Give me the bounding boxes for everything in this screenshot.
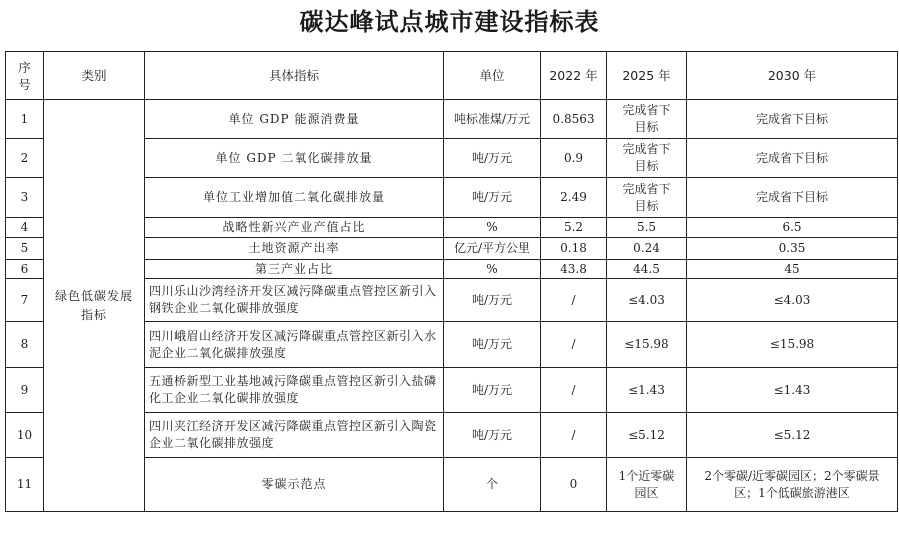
unit-cell: 吨/万元 — [444, 279, 541, 322]
row-number: 2 — [6, 139, 44, 178]
value-2030: 6.5 — [687, 218, 898, 238]
unit-cell: 吨标准煤/万元 — [444, 100, 541, 139]
unit-cell: % — [444, 218, 541, 238]
row-number: 7 — [6, 279, 44, 322]
value-2022: 0.9 — [541, 139, 607, 178]
indicator-cell: 四川乐山沙湾经济开发区减污降碳重点管控区新引入钢铁企业二氧化碳排放强度 — [145, 279, 444, 322]
value-2022: 0 — [541, 458, 607, 512]
value-2030: ≤1.43 — [687, 368, 898, 413]
value-2030: 2个零碳/近零碳园区；2个零碳景区；1个低碳旅游港区 — [687, 458, 898, 512]
row-number: 6 — [6, 260, 44, 279]
category-cell: 绿色低碳发展指标 — [44, 100, 145, 512]
value-2030: 完成省下目标 — [687, 100, 898, 139]
indicator-cell: 单位 GDP 能源消费量 — [145, 100, 444, 139]
unit-cell: 吨/万元 — [444, 139, 541, 178]
unit-cell: 吨/万元 — [444, 413, 541, 458]
value-2022: 5.2 — [541, 218, 607, 238]
value-2030: 完成省下目标 — [687, 178, 898, 218]
header-2022: 2022 年 — [541, 52, 607, 100]
row-number: 5 — [6, 238, 44, 260]
value-2030: 完成省下目标 — [687, 139, 898, 178]
indicator-cell: 单位工业增加值二氧化碳排放量 — [145, 178, 444, 218]
value-2022: 0.8563 — [541, 100, 607, 139]
row-number: 4 — [6, 218, 44, 238]
unit-cell: 个 — [444, 458, 541, 512]
indicator-cell: 四川夹江经济开发区减污降碳重点管控区新引入陶瓷企业二氧化碳排放强度 — [145, 413, 444, 458]
row-number: 8 — [6, 322, 44, 368]
indicator-cell: 零碳示范点 — [145, 458, 444, 512]
value-2022: / — [541, 368, 607, 413]
header-2025: 2025 年 — [607, 52, 687, 100]
row-number: 3 — [6, 178, 44, 218]
page-title: 碳达峰试点城市建设指标表 — [299, 8, 600, 36]
value-2030: 45 — [687, 260, 898, 279]
indicator-cell: 土地资源产出率 — [145, 238, 444, 260]
indicator-cell: 五通桥新型工业基地减污降碳重点管控区新引入盐磷化工企业二氧化碳排放强度 — [145, 368, 444, 413]
row-number: 1 — [6, 100, 44, 139]
header-unit: 单位 — [444, 52, 541, 100]
unit-cell: 吨/万元 — [444, 322, 541, 368]
indicator-cell: 战略性新兴产业产值占比 — [145, 218, 444, 238]
header-no: 序号 — [6, 52, 44, 100]
row-number: 10 — [6, 413, 44, 458]
value-2022: / — [541, 322, 607, 368]
value-2030: 0.35 — [687, 238, 898, 260]
unit-cell: 吨/万元 — [444, 178, 541, 218]
indicator-table — [5, 51, 898, 512]
indicator-cell: 单位 GDP 二氧化碳排放量 — [145, 139, 444, 178]
value-2025: 5.5 — [607, 218, 687, 238]
value-2025: ≤5.12 — [607, 413, 687, 458]
unit-cell: 吨/万元 — [444, 368, 541, 413]
indicator-cell: 四川峨眉山经济开发区减污降碳重点管控区新引入水泥企业二氧化碳排放强度 — [145, 322, 444, 368]
value-2022: / — [541, 413, 607, 458]
unit-cell: % — [444, 260, 541, 279]
value-2025: 1个近零碳园区 — [607, 458, 687, 512]
value-2025: 完成省下目标 — [607, 178, 687, 218]
value-2025: 0.24 — [607, 238, 687, 260]
value-2025: 44.5 — [607, 260, 687, 279]
value-2022: 2.49 — [541, 178, 607, 218]
header-2030: 2030 年 — [687, 52, 898, 100]
table-row — [6, 100, 898, 139]
value-2022: 43.8 — [541, 260, 607, 279]
value-2025: ≤15.98 — [607, 322, 687, 368]
row-number: 11 — [6, 458, 44, 512]
value-2025: 完成省下目标 — [607, 139, 687, 178]
value-2030: ≤15.98 — [687, 322, 898, 368]
unit-cell: 亿元/平方公里 — [444, 238, 541, 260]
value-2022: 0.18 — [541, 238, 607, 260]
value-2030: ≤4.03 — [687, 279, 898, 322]
value-2030: ≤5.12 — [687, 413, 898, 458]
value-2025: ≤4.03 — [607, 279, 687, 322]
value-2022: / — [541, 279, 607, 322]
header-indicator: 具体指标 — [145, 52, 444, 100]
indicator-cell: 第三产业占比 — [145, 260, 444, 279]
header-row — [6, 52, 898, 100]
value-2025: 完成省下目标 — [607, 100, 687, 139]
header-category: 类别 — [44, 52, 145, 100]
row-number: 9 — [6, 368, 44, 413]
value-2025: ≤1.43 — [607, 368, 687, 413]
